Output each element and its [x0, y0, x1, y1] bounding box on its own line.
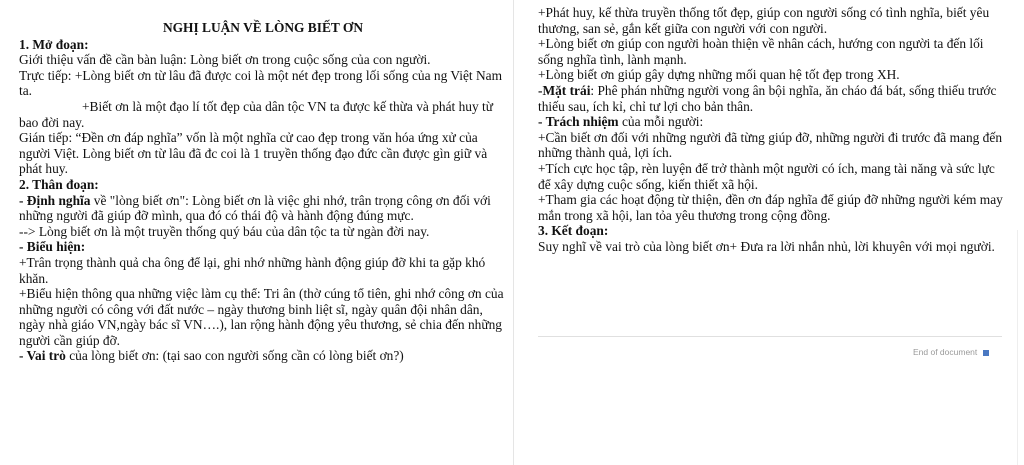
role-item-3: +Lòng biết ơn giúp gây dựng những mối quan hệ tốt đẹp trong XH.	[538, 67, 900, 83]
negative-side-label: -Mặt trái	[538, 82, 591, 98]
negative-side-text: : Phê phán những người vong ân bội nghĩa, ăn cháo đá bát, sống thiếu trước thiếu sau, ích kỉ, chỉ tư lợi cho bản thân.	[538, 82, 997, 114]
negative-side-paragraph	[538, 83, 1008, 114]
section-1-indirect: Gián tiếp: “Đền ơn đáp nghĩa” vốn là một nghĩa cử cao đẹp trong văn hóa ứng xử của người Việt. Lòng biết ơn từ lâu đã đc coi là 1 truyền thống đạo đức cần được gìn giữ và phát huy.	[19, 130, 488, 177]
document-title: NGHỊ LUẬN VỀ LÒNG BIẾT ƠN	[162, 20, 364, 35]
page-edge	[1017, 230, 1018, 465]
role-item-2: +Lòng biết ơn giúp con người hoàn thiện về nhân cách, hướng con người ta đến lối sống nghĩa tình, lành mạnh.	[538, 36, 984, 67]
definition-label: - Định nghĩa	[19, 192, 91, 208]
end-of-document-marker	[913, 347, 989, 358]
section-3-heading: 3. Kết đoạn:	[538, 223, 609, 239]
end-of-document-label: End of document	[913, 347, 978, 357]
expression-heading: - Biểu hiện:	[19, 239, 86, 255]
section-2-heading: 2. Thân đoạn:	[19, 176, 99, 192]
arrow-conclusion: --> Lòng biết ơn là một truyền thống quý báu của dân tộc ta từ ngàn đời nay.	[19, 223, 430, 239]
responsibility-item-2: +Tích cực học tập, rèn luyện để trở thành một người có ích, mang tài năng và sức lực để xây dựng cuộc sống, kiến thiết xã hội.	[538, 160, 995, 192]
column-divider	[513, 0, 514, 465]
definition-text: về "lòng biết ơn": Lòng biết ơn là việc ghi nhớ, trân trọng công ơn đối với những người đã giúp đỡ mình, qua đó có thái độ và hành động đúng mực.	[19, 192, 491, 224]
definition-paragraph	[19, 193, 507, 224]
left-column	[19, 0, 507, 364]
expression-item-2: +Biểu hiện thông qua những việc làm cụ thể: Tri ân (thờ cúng tổ tiên, ghi nhớ công ơn của những người có công với đất nước – ngày thương binh liệt sĩ, ngày quân đội nhân dân, ngày nhà giáo VN,ngày bác sĩ VN….), lan rộng hành động yêu thương, sẻ chia đến những người cần giúp đỡ.	[19, 286, 504, 348]
responsibility-item-3: +Tham gia các hoạt động từ thiện, đền ơn đáp nghĩa để giúp đỡ những người kém may mắn trong xã hội, lan tỏa yêu thương trong cộng đồng.	[538, 192, 1003, 223]
role-paragraph	[19, 348, 507, 364]
responsibility-heading	[538, 114, 1008, 130]
section-1-heading: 1. Mở đoạn:	[19, 36, 89, 52]
role-item-1: +Phát huy, kế thừa truyền thống tốt đẹp, giúp con người sống có tình nghĩa, biết yêu thương, san sẻ, gắn kết giữa con người với con người.	[538, 5, 990, 36]
right-column	[538, 0, 1008, 255]
section-1-direct-1: Trực tiếp: +Lòng biết ơn từ lâu đã được coi là một nét đẹp trong lối sống của ng Việt Nam ta.	[19, 67, 503, 99]
section-1-intro: Giới thiệu vấn đề cần bàn luận: Lòng biết ơn trong cuộc sống của con người.	[19, 52, 431, 68]
responsibility-item-1: +Cần biết ơn đối với những người đã từng giúp đỡ, những người đi trước đã mang đến những thành quả, lợi ích.	[538, 129, 1003, 161]
end-square-icon	[983, 350, 989, 356]
section-1-direct-2: +Biết ơn là một đạo lí tốt đẹp của dân tộc VN ta được kế thừa và phát huy từ bao đời nay.	[19, 98, 494, 130]
expression-item-1: +Trân trọng thành quả cha ông để lại, ghi nhớ những hành động giúp đỡ khi ta gặp khó khăn.	[19, 254, 486, 286]
role-label: - Vai trò	[19, 348, 66, 364]
role-text: của lòng biết ơn: (tại sao con người sống cần có lòng biết ơn?)	[65, 348, 404, 364]
responsibility-text: của mỗi người:	[618, 114, 704, 130]
responsibility-label: - Trách nhiệm	[538, 114, 619, 130]
section-3-text: Suy nghĩ về vai trò của lòng biết ơn+ Đưa ra lời nhắn nhủ, lời khuyên với mọi người.	[538, 238, 995, 254]
end-separator	[538, 336, 1002, 337]
